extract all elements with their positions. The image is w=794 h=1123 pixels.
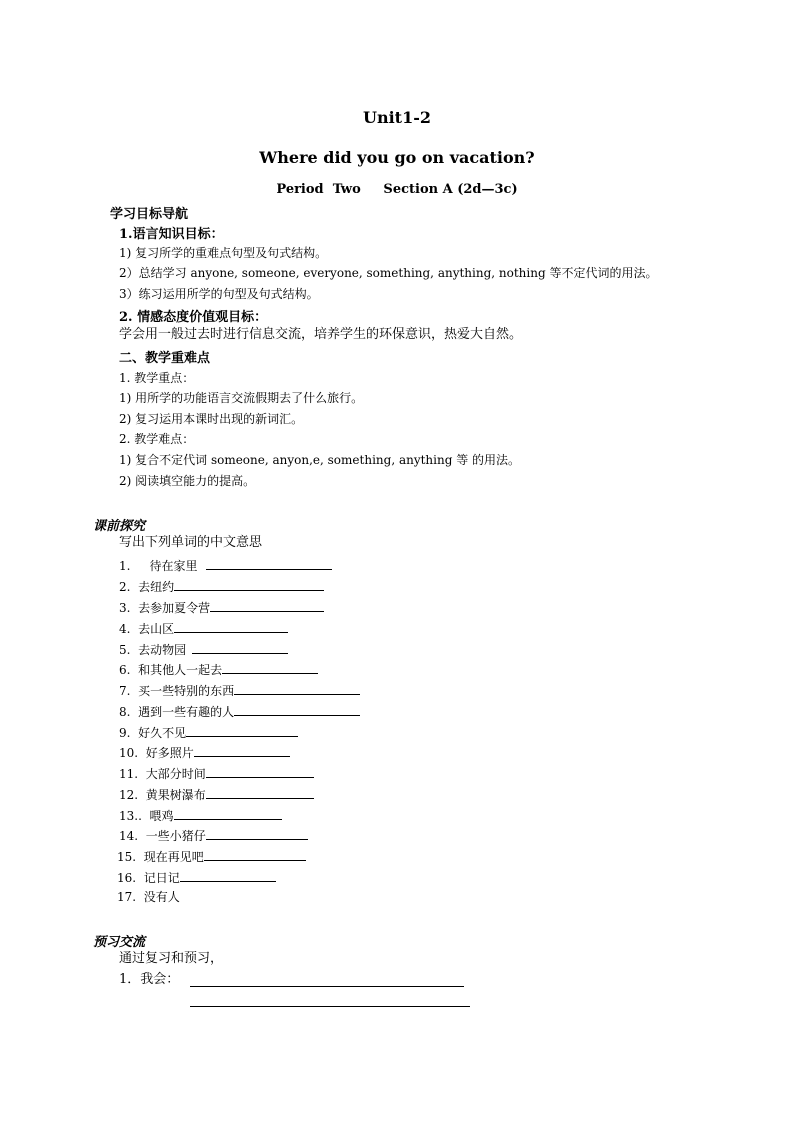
preview-instruction: 写出下列单词的中文意思 — [119, 535, 263, 550]
answer-blank[interactable] — [206, 764, 314, 778]
knowledge-heading: 1.语言知识目标： — [119, 227, 224, 242]
exchange-heading: 预习交流 — [93, 935, 146, 950]
key-line: 2. 教学难点： — [119, 432, 195, 446]
exchange-intro: 通过复习和预习， — [119, 951, 224, 966]
vocab-item: 10. 好多照片 — [119, 743, 290, 761]
answer-blank[interactable] — [192, 640, 288, 654]
period-subtitle: Period Two Section A (2d—3c) — [276, 182, 518, 197]
vocab-item: 5. 去动物园 — [119, 640, 288, 658]
vocab-item: 14. 一些小猪仔 — [119, 826, 308, 844]
vocab-item: 4. 去山区 — [119, 619, 288, 637]
vocab-item: 12. 黄果树瀑布 — [119, 785, 314, 803]
vocab-item: 8. 遇到一些有趣的人 — [119, 702, 360, 720]
key-line: 1. 教学重点： — [119, 371, 195, 385]
answer-blank[interactable] — [234, 681, 360, 695]
answer-blank[interactable] — [204, 847, 306, 861]
answer-blank[interactable] — [222, 660, 318, 674]
exchange-item: 1．我会： — [119, 972, 180, 987]
answer-blank[interactable] — [206, 556, 332, 570]
answer-line[interactable] — [190, 986, 464, 987]
vocab-item: 16. 记日记 — [117, 868, 276, 886]
answer-blank[interactable] — [206, 785, 314, 799]
vocab-item: 9. 好久不见 — [119, 723, 298, 741]
emotion-heading: 2. 情感态度价值观目标： — [119, 310, 268, 325]
knowledge-item: 2）总结学习 anyone, someone, everyone, something, anything, nothing 等不定代词的用法。 — [119, 266, 658, 280]
vocab-item: 7. 买一些特别的东西 — [119, 681, 360, 699]
vocab-item: 1. 待在家里 — [119, 556, 332, 574]
answer-line[interactable] — [190, 1006, 470, 1007]
page-title: Where did you go on vacation? — [259, 148, 535, 167]
preview-heading: 课前探究 — [93, 519, 146, 534]
answer-blank[interactable] — [174, 806, 282, 820]
key-line: 1) 用所学的功能语言交流假期去了什么旅行。 — [119, 391, 364, 405]
vocab-item: 11. 大部分时间 — [119, 764, 314, 782]
answer-blank[interactable] — [194, 743, 290, 757]
vocab-item: 13.. 喂鸡 — [119, 806, 282, 824]
key-line: 2) 复习运用本课时出现的新词汇。 — [119, 412, 304, 426]
objectives-heading: 学习目标导航 — [110, 207, 189, 222]
answer-blank[interactable] — [180, 868, 276, 882]
answer-blank[interactable] — [210, 598, 324, 612]
vocab-item: 6. 和其他人一起去 — [119, 660, 318, 678]
key-line: 2) 阅读填空能力的提高。 — [119, 474, 256, 488]
vocab-item: 2. 去纽约 — [119, 577, 324, 595]
vocab-item: 15. 现在再见吧 — [117, 847, 306, 865]
key-heading: 二、教学重难点 — [119, 351, 211, 366]
answer-blank[interactable] — [234, 702, 360, 716]
answer-blank[interactable] — [206, 826, 308, 840]
answer-blank[interactable] — [186, 723, 298, 737]
knowledge-item: 3）练习运用所学的句型及句式结构。 — [119, 287, 319, 301]
answer-blank[interactable] — [174, 577, 324, 591]
emotion-text: 学会用一般过去时进行信息交流，培养学生的环保意识，热爱大自然。 — [119, 327, 523, 342]
answer-blank[interactable] — [174, 619, 288, 633]
key-line: 1) 复合不定代词 someone, anyon,e, something, anything 等 的用法。 — [119, 453, 521, 467]
vocab-item: 3. 去参加夏令营 — [119, 598, 324, 616]
knowledge-item: 1) 复习所学的重难点句型及句式结构。 — [119, 246, 328, 260]
vocab-item: 17. 没有人 — [117, 890, 180, 904]
unit-title: Unit1-2 — [363, 108, 431, 127]
